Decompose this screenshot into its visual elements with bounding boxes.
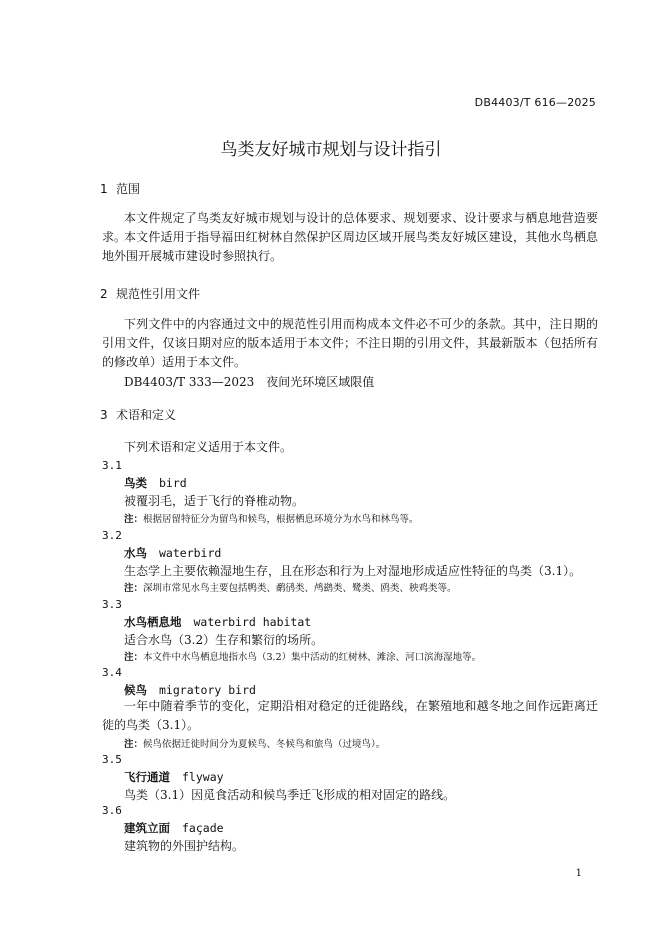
note-label: 注：	[124, 652, 144, 663]
term-english: façade	[182, 821, 224, 835]
page-title: 鸟类友好城市规划与设计指引	[220, 140, 442, 160]
term-number: 3.1	[102, 459, 122, 472]
term-chinese: 飞行通道	[124, 770, 170, 784]
section-title: 范围	[116, 182, 141, 196]
term-note	[124, 511, 419, 525]
term-definition: 被覆羽毛，适于飞行的脊椎动物。	[124, 494, 305, 508]
term-note	[124, 736, 385, 750]
section-heading	[100, 285, 200, 302]
term-definition: 鸟类（3.1）因觅食活动和候鸟季迁飞形成的相对固定的路线。	[124, 788, 456, 802]
term-note	[124, 649, 481, 663]
term-number: 3.5	[102, 753, 122, 766]
term-note	[124, 580, 457, 594]
term-entry	[124, 769, 224, 785]
term-chinese: 水鸟栖息地	[124, 615, 182, 629]
note-text: 深圳市常见水鸟主要包括鸭类、鹬鸻类、鸬鹚类、鹭类、鸥类、秧鸡类等。	[143, 583, 457, 594]
page-number: 1	[575, 868, 582, 879]
term-english: waterbird habitat	[193, 615, 312, 629]
term-english: waterbird	[159, 546, 222, 560]
paragraph: 下列文件中的内容通过文中的规范性引用而构成本文件必不可少的条款。其中，注日期的引用文件，仅该日期对应的版本适用于本文件；不注日期的引用文件，其最新版本（包括所有的修改单）适用于本文件。	[102, 317, 598, 369]
term-entry	[124, 682, 256, 698]
doc-number: DB4403/T 616—2025	[474, 96, 596, 109]
note-label: 注：	[124, 739, 144, 750]
note-text: 候鸟依据迁徙时间分为夏候鸟、冬候鸟和旅鸟（过境鸟）。	[143, 739, 386, 750]
section-heading	[100, 406, 176, 423]
term-definition: 建筑物的外围护结构。	[124, 839, 245, 853]
term-definition: 适合水鸟（3.2）生存和繁衍的场所。	[124, 633, 324, 647]
term-chinese: 鸟类	[124, 476, 147, 490]
term-number: 3.2	[102, 529, 122, 542]
term-chinese: 候鸟	[124, 683, 147, 697]
term-number: 3.4	[102, 666, 122, 679]
term-definition: 生态学上主要依赖湿地生存，且在形态和行为上对湿地形成适应性特征的鸟类（3.1）。	[124, 564, 582, 578]
normative-reference: DB4403/T 333—2023 夜间光环境区域限值	[124, 375, 375, 389]
term-english: bird	[159, 476, 187, 490]
term-chinese: 建筑立面	[124, 821, 170, 835]
section-number: 1	[100, 182, 108, 196]
term-entry	[124, 614, 311, 630]
section-number: 3	[100, 408, 108, 422]
term-english: flyway	[182, 770, 224, 784]
note-text: 根据居留特征分为留鸟和候鸟，根据栖息环境分为水鸟和林鸟等。	[143, 514, 419, 525]
section-heading	[100, 180, 140, 197]
term-number: 3.6	[102, 804, 122, 817]
note-text: 本文件中水鸟栖息地指水鸟（3.2）集中活动的红树林、滩涂、河口滨海湿地等。	[143, 652, 482, 663]
section-title: 规范性引用文件	[116, 287, 201, 301]
section-title: 术语和定义	[116, 408, 177, 422]
term-number: 3.3	[102, 598, 122, 611]
section-intro: 下列术语和定义适用于本文件。	[124, 440, 293, 454]
term-entry	[124, 545, 221, 561]
term-english: migratory bird	[159, 683, 256, 697]
section-number: 2	[100, 287, 108, 301]
paragraph: 本文件适用于指导福田红树林自然保护区周边区域开展鸟类友好城区建设，其他水鸟栖息地外围开展城市建设时参照执行。	[102, 230, 598, 263]
term-entry	[124, 820, 224, 836]
term-definition: 一年中随着季节的变化，定期沿相对稳定的迁徙路线，在繁殖地和越冬地之间作远距离迁徙的鸟类（3.1）。	[102, 699, 598, 732]
note-label: 注：	[124, 583, 144, 594]
term-entry	[124, 475, 187, 491]
term-chinese: 水鸟	[124, 546, 147, 560]
paragraph: 本文件规定了鸟类友好城市规划与设计的总体要求、规划要求、设计要求与栖息地营造要求。	[102, 211, 598, 244]
note-label: 注：	[124, 514, 144, 525]
